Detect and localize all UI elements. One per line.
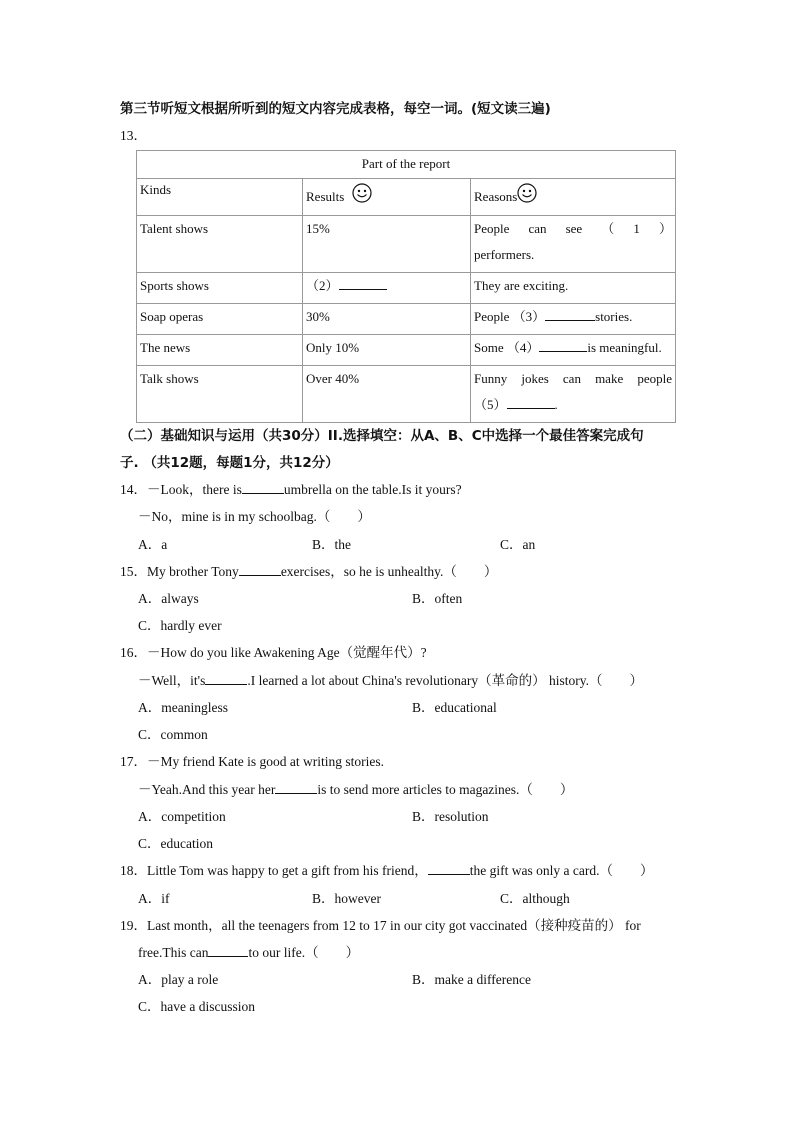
answer-blank-2[interactable] <box>339 277 387 290</box>
word: can <box>528 221 547 236</box>
header-reasons <box>471 179 676 216</box>
question-text: to our life.（ ） <box>248 945 360 960</box>
question-text: umbrella on the table.Is it yours? <box>283 482 462 497</box>
answer-blank[interactable] <box>242 481 284 494</box>
option-c[interactable]: C．although <box>500 891 570 906</box>
answer-blank-3[interactable] <box>545 308 595 321</box>
option-a[interactable]: A．if <box>138 891 170 906</box>
word: ） <box>658 221 672 236</box>
header-reasons-label: Reasons <box>474 189 518 204</box>
reason-text: . <box>554 397 558 412</box>
option-b[interactable]: B．the <box>312 537 351 552</box>
reason-cell <box>471 304 676 335</box>
word: （ <box>601 221 615 236</box>
section-title: 第三节听短文根据所听到的短文内容完成表格，每空一词。(短文读三遍) <box>120 101 551 117</box>
result-cell: Only 10% <box>303 335 471 366</box>
option-c[interactable]: C．education <box>138 836 213 851</box>
question-15 <box>120 560 497 580</box>
header-kinds: Kinds <box>137 179 303 216</box>
word: see <box>565 221 583 236</box>
option-a[interactable]: A．meaningless <box>138 700 228 715</box>
reason-text: is meaningful. <box>587 340 662 355</box>
question-19-line2 <box>138 941 359 961</box>
kind-cell: Sports shows <box>137 273 303 304</box>
reason-cell <box>471 335 676 366</box>
part2-title-line2: 子. （共12题，每题1分，共12分） <box>120 455 339 471</box>
table-caption: Part of the report <box>137 151 676 179</box>
answer-blank[interactable] <box>205 672 247 685</box>
question-text: 14．－Look，there is <box>120 482 242 497</box>
blank-label: （5） <box>474 397 507 412</box>
word: 1 <box>633 221 640 236</box>
question-text: exercises，so he is unhealthy.（ ） <box>280 564 498 579</box>
question-16-reply <box>138 669 643 689</box>
header-results <box>303 179 471 216</box>
question-text: .I learned a lot about China's revolutionary（革命的） history.（ ） <box>247 673 643 688</box>
answer-blank[interactable] <box>275 781 317 794</box>
word: Funny <box>474 371 508 386</box>
smiley-face-icon <box>517 183 537 203</box>
reason-text: Some （4） <box>474 340 540 355</box>
question-text: －Yeah.And this year her <box>138 782 276 797</box>
table-row <box>137 304 676 335</box>
option-a[interactable]: A．always <box>138 591 199 606</box>
option-b[interactable]: B．often <box>412 591 463 606</box>
kind-cell: Talent shows <box>137 216 303 273</box>
question-14 <box>120 478 462 498</box>
option-a[interactable]: A．a <box>138 537 168 552</box>
option-c[interactable]: C．an <box>500 537 536 552</box>
part2-title-line1: （二）基础知识与运用（共30分）II.选择填空：从A、B、C中选择一个最佳答案完成句 <box>120 428 644 444</box>
option-a[interactable]: A．play a role <box>138 972 219 987</box>
option-a[interactable]: A．competition <box>138 809 226 824</box>
table-row <box>137 273 676 304</box>
answer-blank-5[interactable] <box>507 396 555 409</box>
blank-label: （2） <box>306 278 339 293</box>
reason-text: stories. <box>595 309 633 324</box>
option-b[interactable]: B．however <box>312 891 381 906</box>
word: make <box>595 371 624 386</box>
reason-line <box>474 392 672 418</box>
option-b[interactable]: B．make a difference <box>412 972 531 987</box>
option-b[interactable]: B．educational <box>412 700 497 715</box>
reason-line: performers. <box>474 247 535 262</box>
question-number-13: 13． <box>120 128 147 143</box>
question-text: is to send more articles to magazines.（ ） <box>317 782 574 797</box>
reason-cell: They are exciting. <box>471 273 676 304</box>
table-row <box>137 335 676 366</box>
option-b[interactable]: B．resolution <box>412 809 489 824</box>
word: people <box>637 371 672 386</box>
kind-cell: Soap operas <box>137 304 303 335</box>
question-text: 18．Little Tom was happy to get a gift from his friend， <box>120 863 428 878</box>
result-cell <box>303 273 471 304</box>
kind-cell: Talk shows <box>137 366 303 423</box>
result-cell: Over 40% <box>303 366 471 423</box>
answer-blank[interactable] <box>208 944 248 957</box>
reason-cell <box>471 216 676 273</box>
option-c[interactable]: C．hardly ever <box>138 618 222 633</box>
question-17: 17．－My friend Kate is good at writing stories. <box>120 754 384 769</box>
reason-cell <box>471 366 676 423</box>
question-17-reply <box>138 778 573 798</box>
reason-text: People （3） <box>474 309 546 324</box>
kind-cell: The news <box>137 335 303 366</box>
question-18 <box>120 859 653 879</box>
reason-line <box>474 216 672 242</box>
question-16: 16．－How do you like Awakening Age（觉醒年代）? <box>120 645 427 660</box>
question-text: 15．My brother Tony <box>120 564 239 579</box>
table-row <box>137 216 676 273</box>
word: can <box>562 371 581 386</box>
question-text: free.This can <box>138 945 209 960</box>
header-results-label: Results <box>306 189 345 204</box>
word: jokes <box>521 371 549 386</box>
result-cell: 30% <box>303 304 471 335</box>
report-table <box>136 150 676 423</box>
word: People <box>474 221 510 236</box>
reason-line <box>474 366 672 392</box>
answer-blank[interactable] <box>428 862 470 875</box>
smiley-face-icon <box>352 183 372 203</box>
option-c[interactable]: C．have a discussion <box>138 999 255 1014</box>
answer-blank-4[interactable] <box>539 339 587 352</box>
option-c[interactable]: C．common <box>138 727 208 742</box>
question-19: 19．Last month，all the teenagers from 12 to 17 in our city got vaccinated（接种疫苗的） for <box>120 918 641 933</box>
question-text: －Well，it's <box>138 673 206 688</box>
question-text: the gift was only a card.（ ） <box>469 863 654 878</box>
answer-blank[interactable] <box>239 563 281 576</box>
result-cell: 15% <box>303 216 471 273</box>
question-14-reply: －No，mine is in my schoolbag.（ ） <box>138 509 371 524</box>
table-row <box>137 366 676 423</box>
